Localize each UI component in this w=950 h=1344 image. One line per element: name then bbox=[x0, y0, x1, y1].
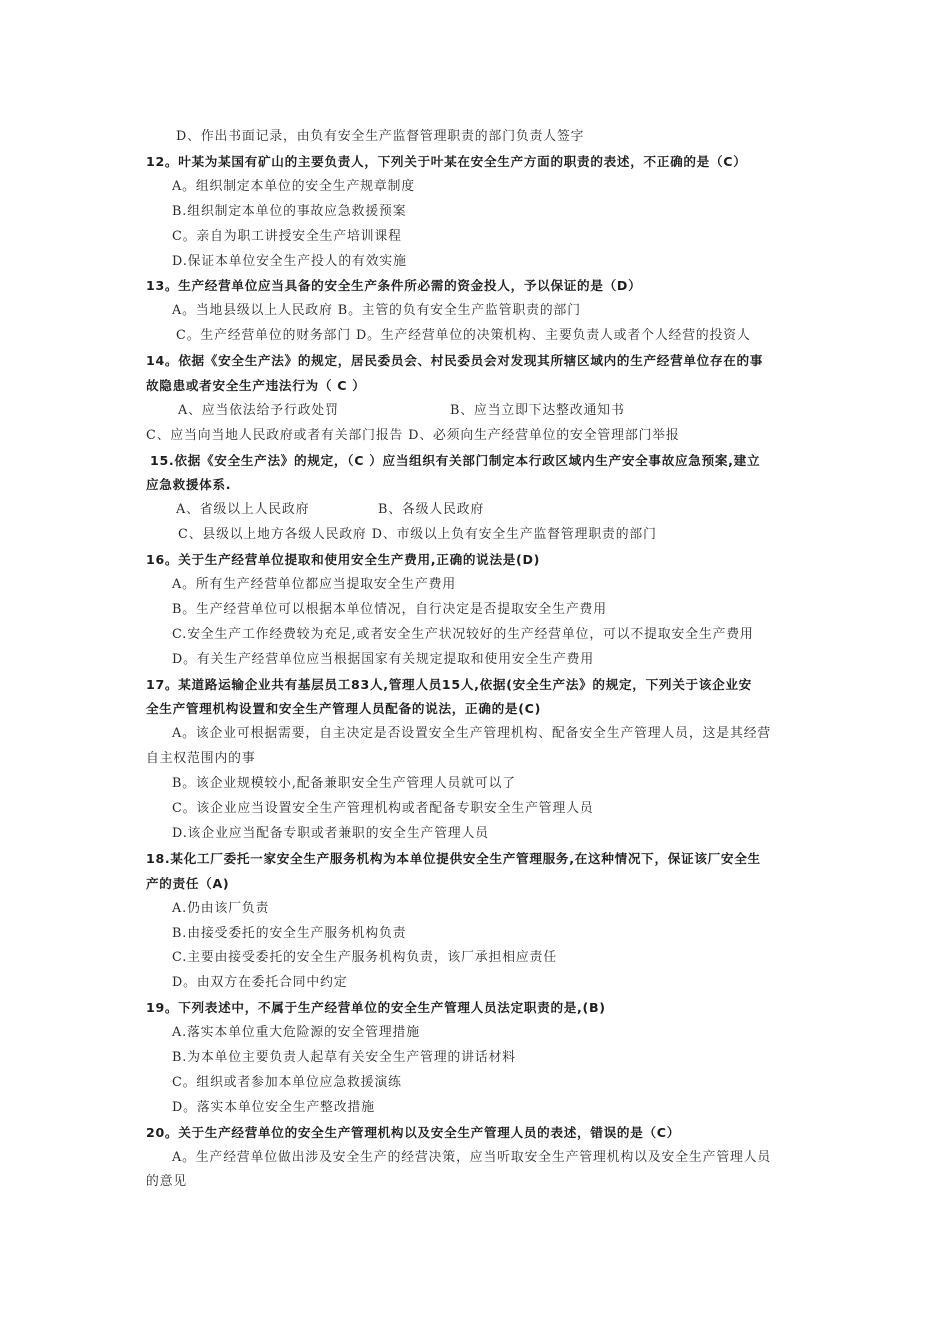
option-line: C。亲自为职工讲授安全生产培训课程 bbox=[172, 229, 402, 244]
option-line: A。所有生产经营单位都应当提取安全生产费用 bbox=[172, 577, 457, 592]
option-line: B.为本单位主要负责人起草有关安全生产管理的讲话材料 bbox=[172, 1050, 516, 1065]
question-line: 12。叶某为某国有矿山的主要负责人，下列关于叶某在安全生产方面的职责的表述，不正确的是（C） bbox=[146, 154, 747, 169]
option-line: A。该企业可根据需要，自主决定是否设置安全生产管理机构、配备安全生产管理人员，这是其经营 bbox=[172, 726, 772, 741]
option-line: D.该企业应当配备专职或者兼职的安全生产管理人员 bbox=[172, 826, 490, 841]
option-line: B、各级人民政府 bbox=[378, 502, 485, 517]
option-line: C。生产经营单位的财务部门 D。生产经营单位的决策机构、主要负责人或者个人经营的投资人 bbox=[176, 328, 751, 343]
question-line: 应急救援体系. bbox=[146, 477, 232, 492]
option-line: 的意见 bbox=[146, 1174, 188, 1189]
question-line: 13。生产经营单位应当具备的安全生产条件所必需的资金投人，予以保证的是（D） bbox=[146, 278, 642, 293]
option-line: A。当地县级以上人民政府 B。主管的负有安全生产监管职责的部门 bbox=[172, 303, 581, 318]
question-line: 故隐患或者安全生产违法行为（ C ） bbox=[146, 378, 366, 393]
option-line: 自主权范围内的事 bbox=[146, 751, 256, 766]
option-line: A.仍由该厂负责 bbox=[172, 901, 270, 916]
question-line: 16。关于生产经营单位提取和使用安全生产费用,正确的说法是(D) bbox=[146, 552, 541, 567]
option-line: A.落实本单位重大危险源的安全管理措施 bbox=[172, 1025, 420, 1040]
question-line: 全生产管理机构设置和安全生产管理人员配备的说法，正确的是(C) bbox=[146, 701, 542, 716]
option-line: C.安全生产工作经费较为充足,或者安全生产状况较好的生产经营单位，可以不提取安全生产费用 bbox=[172, 627, 754, 642]
option-line: B。生产经营单位可以根据本单位情况，自行决定是否提取安全生产费用 bbox=[172, 602, 607, 617]
option-line: C。组织或者参加本单位应急救援演练 bbox=[172, 1075, 402, 1090]
option-line: A。生产经营单位做出涉及安全生产的经营决策，应当听取安全生产管理机构以及安全生产管理人员 bbox=[172, 1150, 772, 1165]
option-line: D。由双方在委托合同中约定 bbox=[172, 975, 348, 990]
option-line: C、应当向当地人民政府或者有关部门报告 D、必须向生产经营单位的安全管理部门举报 bbox=[146, 428, 680, 443]
option-line: B.组织制定本单位的事故应急救援预案 bbox=[172, 204, 407, 219]
option-line: D。落实本单位安全生产整改措施 bbox=[172, 1100, 375, 1115]
option-line: D.保证本单位安全生产投人的有效实施 bbox=[172, 254, 407, 269]
option-line: D。有关生产经营单位应当根据国家有关规定提取和使用安全生产费用 bbox=[172, 652, 595, 667]
question-line: 20。关于生产经营单位的安全生产管理机构以及安全生产管理人员的表述，错误的是（C） bbox=[146, 1125, 681, 1140]
option-line: C、县级以上地方各级人民政府 D、市级以上负有安全生产监督管理职责的部门 bbox=[178, 527, 657, 542]
option-line: B、应当立即下达整改通知书 bbox=[450, 403, 625, 418]
option-line: B。该企业规模较小,配备兼职安全生产管理人员就可以了 bbox=[172, 776, 516, 791]
option-line: D、作出书面记录，由负有安全生产监督管理职责的部门负责人签字 bbox=[176, 129, 585, 144]
option-line: A。组织制定本单位的安全生产规章制度 bbox=[172, 179, 415, 194]
question-line: 14。依据《安全生产法》的规定，居民委员会、村民委员会对发现其所辖区域内的生产经营单位存在的事 bbox=[146, 353, 764, 368]
option-line: A、省级以上人民政府 bbox=[176, 502, 310, 517]
question-line: 18.某化工厂委托一家安全生产服务机构为本单位提供安全生产管理服务,在这种情况下，保证该厂安全生 bbox=[146, 851, 761, 866]
option-line: B.由接受委托的安全生产服务机构负责 bbox=[172, 926, 407, 941]
question-line: 15.依据《安全生产法》的规定，（C ）应当组织有关部门制定本行政区域内生产安全事故应急预案,建立 bbox=[150, 453, 761, 468]
option-line: C。该企业应当设置安全生产管理机构或者配备专职安全生产管理人员 bbox=[172, 801, 594, 816]
question-line: 产的责任（A) bbox=[146, 876, 230, 891]
option-line: A、应当依法给予行政处罚 bbox=[178, 403, 339, 418]
question-line: 19。下列表述中，不属于生产经营单位的安全生产管理人员法定职责的是,(B) bbox=[146, 1000, 606, 1015]
question-line: 17。某道路运输企业共有基层员工83人,管理人员15人,依据(安全生产法》的规定，下列关于该企业安 bbox=[146, 677, 752, 692]
option-line: C.主要由接受委托的安全生产服务机构负责，该厂承担相应责任 bbox=[172, 950, 558, 965]
